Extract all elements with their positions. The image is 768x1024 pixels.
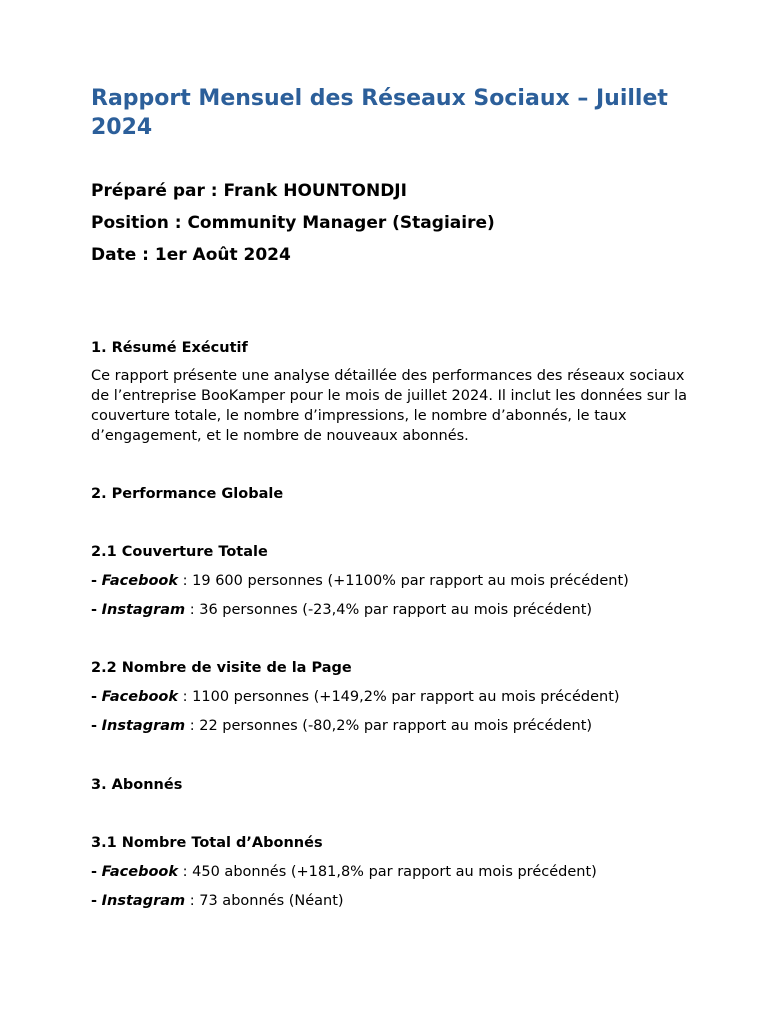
platform-name-facebook: Facebook [101, 689, 179, 705]
list-item-text: : 36 personnes (-23,4% par rapport au mois précédent) [185, 602, 593, 618]
document-title: Rapport Mensuel des Réseaux Sociaux – Juillet 2024 [91, 86, 668, 140]
list-item-text: : 1100 personnes (+149,2% par rapport au mois précédent) [178, 689, 620, 705]
position: Position : Community Manager (Stagiaire) [91, 213, 495, 233]
bullet-dash: - [91, 718, 98, 734]
executive-summary-text: Ce rapport présente une analyse détaillée des performances des réseaux sociaux de l’entreprise BooKamper pour le mois de juillet 2024. Il inclut les données sur la couverture totale, le nombre d’impressions, le nombre d’abonnés, le taux d’engagement, et le nombre de nouveaux abonnés. [91, 368, 688, 444]
list-item-text: : 73 abonnés (Néant) [185, 893, 344, 909]
subsection-heading-total-coverage: 2.1 Couverture Totale [91, 544, 268, 560]
platform-name-instagram: Instagram [101, 718, 186, 734]
bullet-dash: - [91, 864, 98, 880]
list-item [91, 717, 691, 736]
platform-name-instagram: Instagram [101, 602, 186, 618]
list-item [91, 688, 691, 707]
list-item [91, 892, 691, 911]
list-item [91, 572, 691, 591]
list-item-text: : 450 abonnés (+181,8% par rapport au mois précédent) [178, 864, 597, 880]
document-page [91, 84, 691, 911]
subsection-heading-page-visits: 2.2 Nombre de visite de la Page [91, 660, 352, 676]
subsection-heading-total-subscribers: 3.1 Nombre Total d’Abonnés [91, 835, 323, 851]
platform-name-facebook: Facebook [101, 864, 179, 880]
platform-name-instagram: Instagram [101, 893, 186, 909]
section-heading-executive-summary: 1. Résumé Exécutif [91, 340, 248, 356]
prepared-by: Préparé par : Frank HOUNTONDJI [91, 181, 407, 201]
list-item [91, 863, 691, 882]
list-item-text: : 19 600 personnes (+1100% par rapport au mois précédent) [178, 573, 629, 589]
platform-name-facebook: Facebook [101, 573, 179, 589]
section-heading-global-performance: 2. Performance Globale [91, 486, 284, 502]
report-date: Date : 1er Août 2024 [91, 245, 291, 265]
bullet-dash: - [91, 689, 98, 705]
bullet-dash: - [91, 573, 98, 589]
list-item [91, 601, 691, 620]
document-meta [91, 180, 691, 266]
bullet-dash: - [91, 602, 98, 618]
bullet-dash: - [91, 893, 98, 909]
section-heading-subscribers: 3. Abonnés [91, 777, 183, 793]
list-item-text: : 22 personnes (-80,2% par rapport au mois précédent) [185, 718, 593, 734]
